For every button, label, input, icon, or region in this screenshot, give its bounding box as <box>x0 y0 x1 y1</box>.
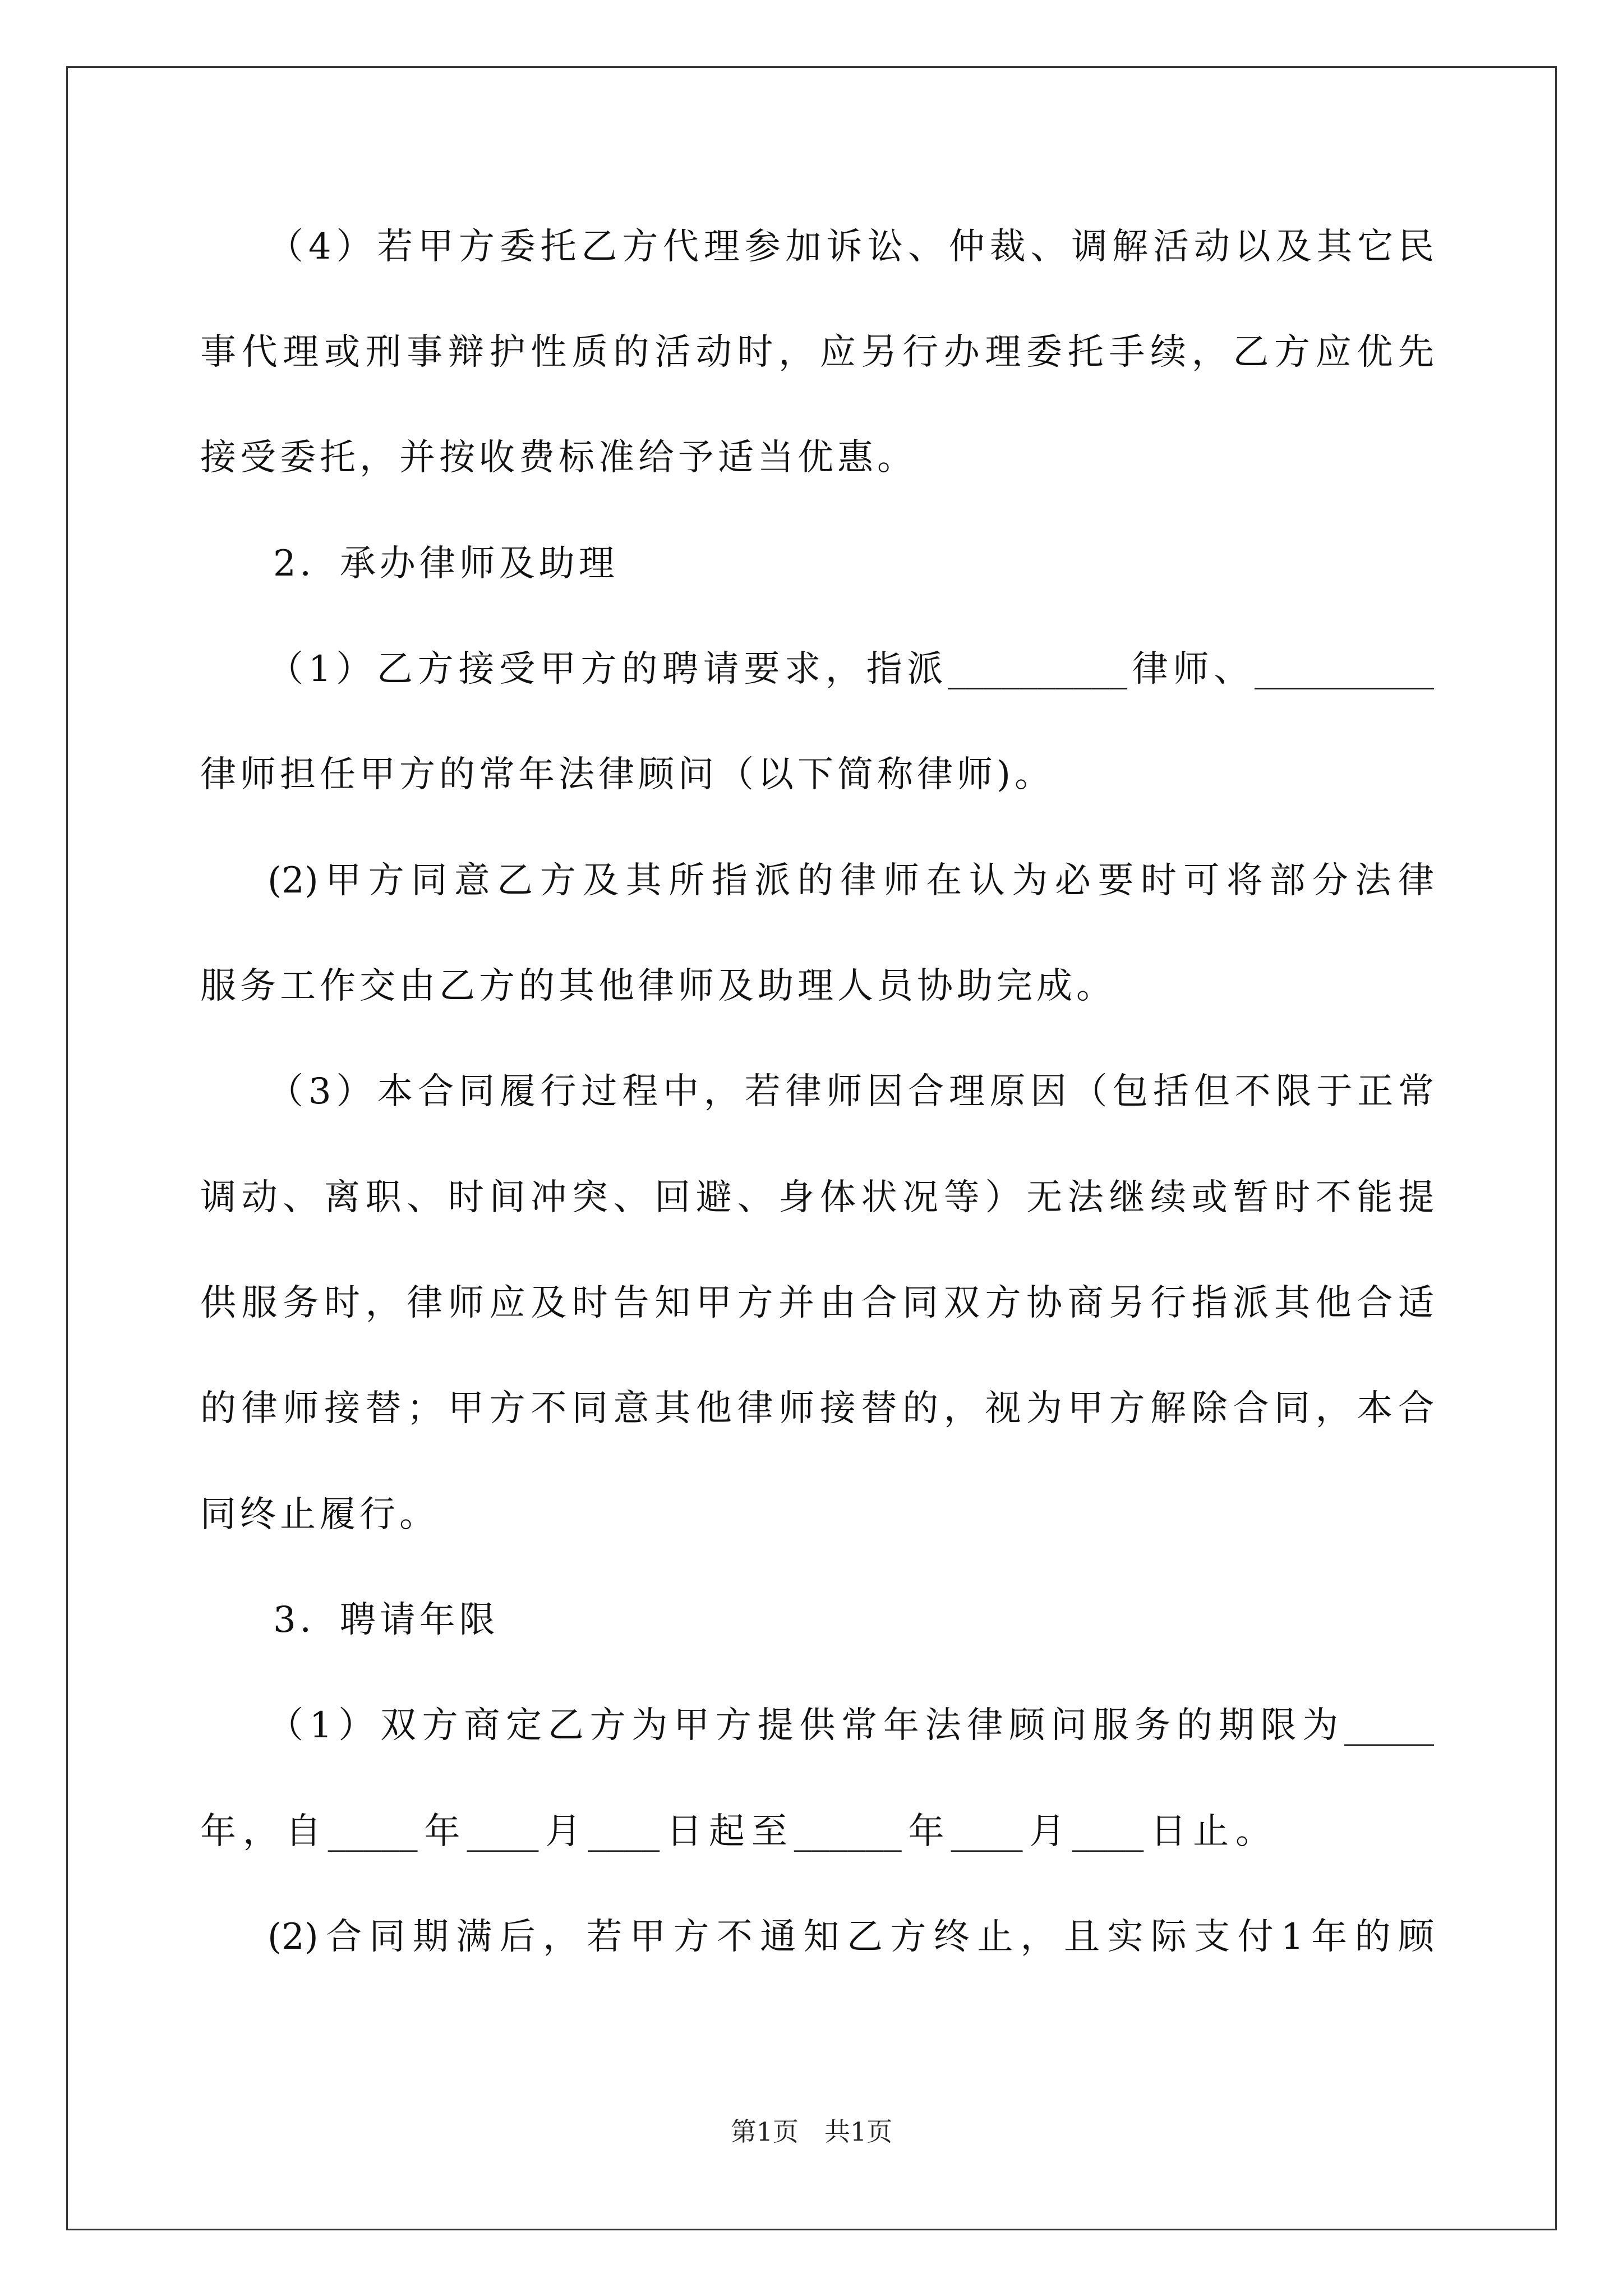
clause-2-1-line-2: 律师担任甲方的常年法律顾问（以下简称律师)。 <box>200 754 1054 795</box>
paragraph-4-line-2: 事代理或刑事辩护性质的活动时，应另行办理委托手续，乙方应优先 <box>200 332 1434 373</box>
clause-2-3-line-1: （3）本合同履行过程中，若律师因合理原因（包括但不限于正常 <box>268 1071 1434 1112</box>
clause-2-3-line-5: 同终止履行。 <box>200 1494 439 1535</box>
clause-2-1-line-1: （1）乙方接受甲方的聘请要求，指派__________律师、__________ <box>268 648 1434 690</box>
clause-2-3-line-3: 供服务时，律师应及时告知甲方并由合同双方协商另行指派其他合适 <box>200 1282 1434 1324</box>
clause-2-3-line-4: 的律师接替；甲方不同意其他律师接替的，视为甲方解除合同，本合 <box>200 1388 1434 1429</box>
page-footer: 第1页 共1页 <box>730 2116 893 2147</box>
paragraph-4-line-3: 接受委托，并按收费标准给予适当优惠。 <box>200 437 917 478</box>
section-heading-3: 3．聘请年限 <box>273 1599 499 1641</box>
clause-3-1-line-1: （1）双方商定乙方为甲方提供常年法律顾问服务的期限为_____ <box>268 1705 1434 1746</box>
clause-3-2-line-1: (2)合同期满后，若甲方不通知乙方终止，且实际支付1年的顾 <box>268 1916 1434 1958</box>
paragraph-4-line-1: （4）若甲方委托乙方代理参加诉讼、仲裁、调解活动以及其它民 <box>268 226 1434 268</box>
clause-2-2-line-2: 服务工作交由乙方的其他律师及助理人员协助完成。 <box>200 965 1116 1007</box>
clause-3-1-line-2: 年，自_____年____月____日起至______年____月____日止。 <box>200 1811 1271 1852</box>
clause-2-2-line-1: (2)甲方同意乙方及其所指派的律师在认为必要时可将部分法律 <box>268 860 1434 901</box>
section-heading-2: 2．承办律师及助理 <box>273 543 619 585</box>
clause-2-3-line-2: 调动、离职、时间冲突、回避、身体状况等）无法继续或暂时不能提 <box>200 1177 1434 1218</box>
